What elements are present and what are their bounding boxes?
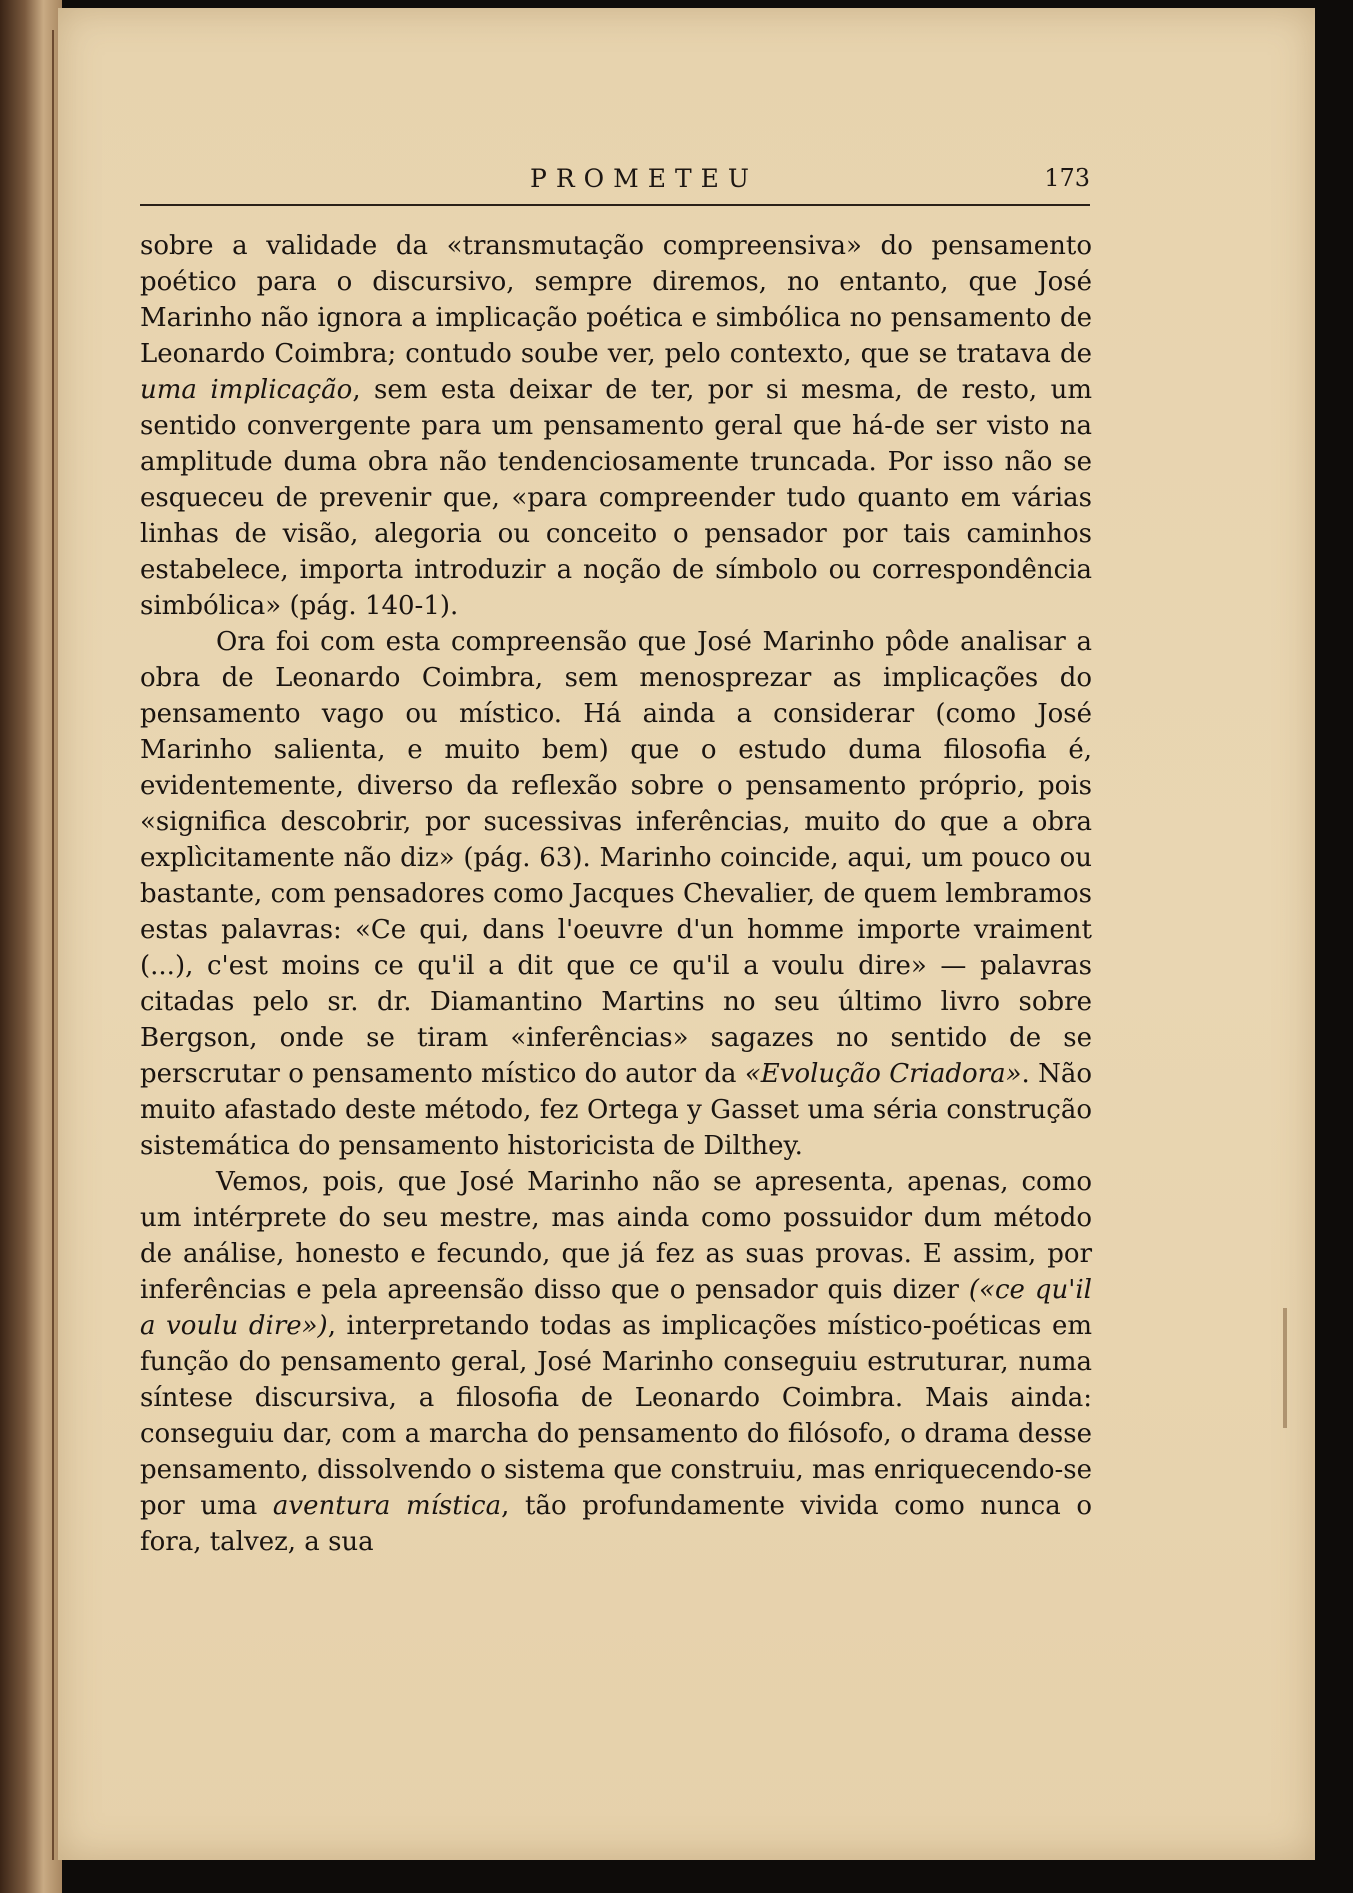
text-segment: , interpretando todas as implicações místico-poéticas em função do pensamento geral, José Marinho conseguiu estruturar, numa síntese discursiva, a filosofia de Leonardo Coimbra. Mais ainda: conseguiu dar, com a marcha do pensamento do filósofo, o drama desse pensamento, dissolvendo o sistema que construiu, mas enriquecendo-se por uma: [140, 1311, 1092, 1521]
paragraph-3: [140, 1164, 1092, 1560]
text-segment: Ora foi com esta compreensão que José Marinho pôde analisar a obra de Leonardo Coimbra, sem menosprezar as implicações do pensamento vago ou místico. Há ainda a considerar (como José Marinho salienta, e muito bem) que o estudo duma filosofia é, evidentemente, diverso da reflexão sobre o pensamento próprio, pois «significa descobrir, por sucessivas inferências, muito do que a obra explìcitamente não diz» (pág. 63). Marinho coincide, aqui, um pouco ou bastante, com pensadores como Jacques Chevalier, de quem lembramos estas palavras: «Ce qui, dans l'oeuvre d'un homme importe vraiment (...), c'est moins ce qu'il a dit que ce qu'il a voulu dire» — palavras citadas pelo sr. dr. Diamantino Martins no seu último livro sobre Bergson, onde se tiram «inferências» sagazes no sentido de se perscrutar o pensamento místico do autor da: [140, 627, 1092, 1089]
italic-segment: «Evolução Criadora»: [744, 1059, 1022, 1089]
page-number: 173: [1044, 164, 1090, 192]
spine-edge: [52, 30, 54, 1860]
text-segment: , tão profundamente vivida como nunca o fora, talvez, a sua: [140, 1491, 1092, 1557]
paragraph-1: [140, 228, 1092, 624]
body-text: [140, 228, 1092, 1560]
paper-edge-mark: [1283, 1308, 1287, 1428]
running-head: [140, 160, 1090, 206]
paragraph-2: [140, 624, 1092, 1164]
italic-segment: («ce qu'il a voulu dire»): [140, 1275, 1092, 1341]
text-segment: Vemos, pois, que José Marinho não se apresenta, apenas, como um intérprete do seu mestre, mas ainda como possuidor dum método de análise, honesto e fecundo, que já fez as suas provas. E assim, por inferências e pela apreensão disso que o pensador quis dizer: [140, 1167, 1092, 1305]
text-segment: sobre a validade da «transmutação compreensiva» do pensamento poético para o discursivo, sempre diremos, no entanto, que José Marinho não ignora a implicação poética e simbólica no pensamento de Leonardo Coimbra; contudo soube ver, pelo contexto, que se tratava de: [140, 231, 1092, 369]
italic-segment: uma implicação: [140, 375, 353, 405]
text-segment: . Não muito afastado deste método, fez Ortega y Gasset uma séria construção sistemática do pensamento historicista de Dilthey.: [140, 1059, 1092, 1161]
italic-segment: aventura mística: [272, 1491, 502, 1521]
text-segment: , sem esta deixar de ter, por si mesma, de resto, um sentido convergente para um pensamento geral que há-de ser visto na amplitude duma obra não tendenciosamente truncada. Por isso não se esqueceu de prevenir que, «para compreender tudo quanto em várias linhas de visão, alegoria ou conceito o pensador por tais caminhos estabelece, importa introduzir a noção de símbolo ou correspondência simbólica» (pág. 140-1).: [140, 375, 1092, 621]
running-title: PROMETEU: [530, 164, 758, 193]
